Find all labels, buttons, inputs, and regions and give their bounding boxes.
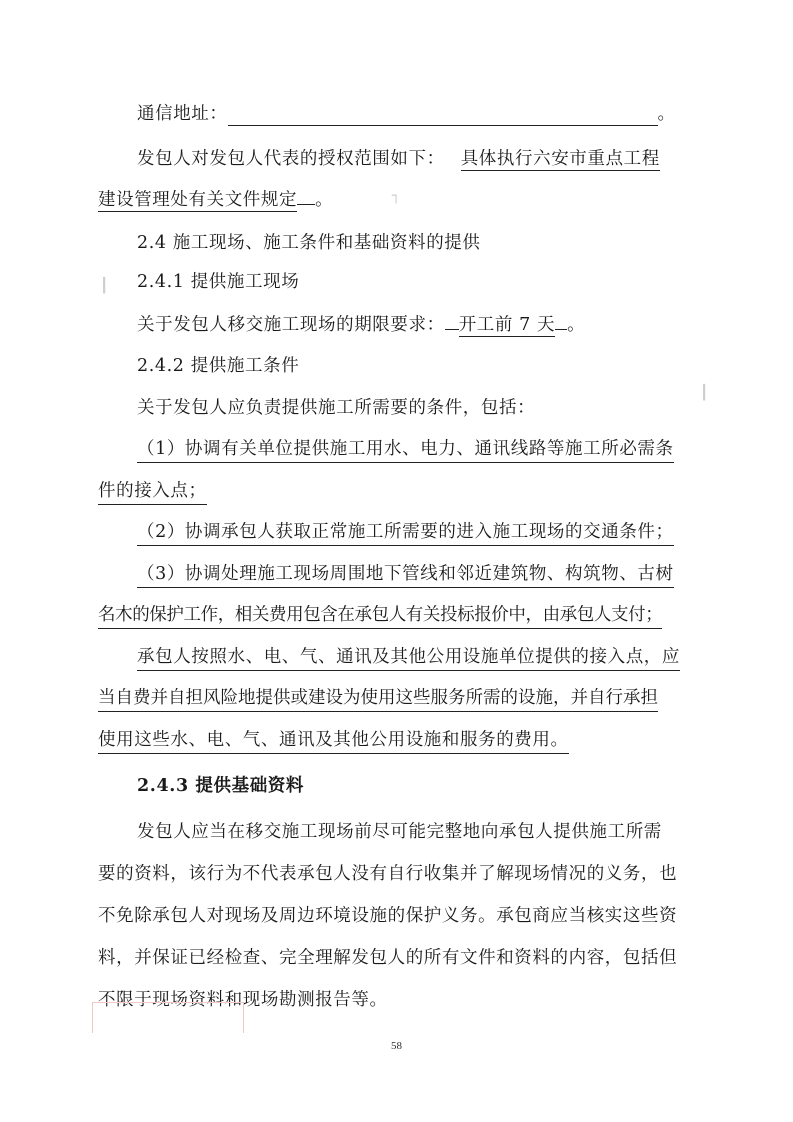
- handover-deadline-line: [137, 313, 585, 337]
- authority-value-2: 建设管理处有关文件规定: [98, 190, 298, 210]
- address-label: 通信地址：: [137, 104, 228, 124]
- section-2-4-3-title: 2.4.3 提供基础资料: [137, 776, 305, 796]
- authority-value-1: 具体执行六安市重点工程: [460, 149, 660, 169]
- handover-deadline-tail: 。: [567, 315, 586, 335]
- authority-line-2: [98, 188, 333, 212]
- handover-deadline-label: 关于发包人移交施工现场的期限要求：: [137, 315, 445, 335]
- authority-line-1: [137, 147, 660, 171]
- utilities-paragraph-line-1: 承包人按照水、电、气、通讯及其他公用设施单位提供的接入点，应: [137, 645, 680, 671]
- basic-data-line-4: 料，并保证已经检查、完全理解发包人的所有文件和资料的内容，包括但: [98, 948, 678, 968]
- condition-item-2: （2）协调承包人获取正常施工所需要的进入施工现场的交通条件；: [137, 520, 674, 546]
- authority-label: 发包人对发包人代表的授权范围如下：: [137, 149, 445, 169]
- address-tail: 。: [657, 104, 676, 124]
- conditions-intro: 关于发包人应负责提供施工所需要的条件，包括：: [137, 398, 536, 418]
- bleed-through-mark: ┐: [392, 188, 401, 204]
- faint-stamp-outline: [92, 1002, 244, 1033]
- basic-data-line-1: 发包人应当在移交施工现场前尽可能完整地向承包人提供施工所需: [137, 822, 662, 842]
- condition-item-1-line-2: 件的接入点；: [98, 479, 207, 505]
- page-number: 58: [391, 1040, 402, 1052]
- section-2-4-2-title: 2.4.2 提供施工条件: [137, 356, 300, 376]
- basic-data-line-5: 不限于现场资料和现场勘测报告等。: [98, 990, 388, 1010]
- bleed-through-mark: ┃: [100, 278, 109, 294]
- address-blank: [228, 105, 658, 126]
- basic-data-line-3: 不免除承包人对现场及周边环境设施的保护义务。承包商应当核实这些资: [98, 906, 678, 926]
- condition-item-1-line-1: （1）协调有关单位提供施工用水、电力、通讯线路等施工所必需条: [137, 437, 674, 463]
- utilities-paragraph-line-2: 当自费并自担风险地提供或建设为使用这些服务所需的设施，并自行承担: [98, 686, 658, 712]
- bleed-through-mark: ┃: [700, 385, 709, 401]
- condition-item-3-line-2: 名木的保护工作，相关费用包含在承包人有关投标报价中，由承包人支付；: [98, 603, 662, 629]
- condition-item-3-line-1: （3）协调处理施工现场周围地下管线和邻近建筑物、构筑物、古树: [137, 562, 674, 588]
- utilities-paragraph-line-3: 使用这些水、电、气、通讯及其他公用设施和服务的费用。: [98, 728, 569, 754]
- basic-data-line-2: 要的资料，该行为不代表承包人没有自行收集并了解现场情况的义务，也: [98, 864, 678, 884]
- handover-deadline-value: 开工前 7 天: [458, 315, 556, 335]
- section-2-4-title: 2.4 施工现场、施工条件和基础资料的提供: [137, 233, 481, 253]
- address-line: [137, 102, 676, 126]
- authority-tail: 。: [315, 190, 334, 210]
- section-2-4-1-title: 2.4.1 提供施工现场: [137, 272, 300, 292]
